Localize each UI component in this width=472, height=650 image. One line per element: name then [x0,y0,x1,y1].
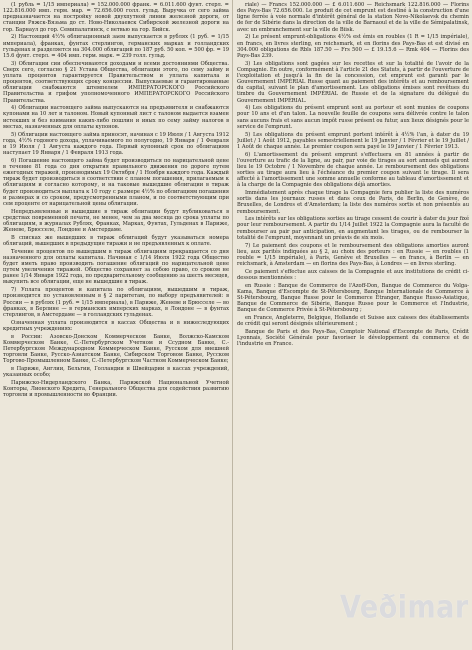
russian-paragraph: Парижско-Нидерландского Банка, Парижской Национальной Учетной Конторы, Лионского Кредита, Генерального Общества для содействия развитию торговли и промышленности во Франции. [3,379,229,399]
russian-paragraph: Означенная уплата производится в кассах Общества и в нижеследующих кредитных учреждениях: [3,319,229,332]
french-paragraph: 7) Le paiement des coupons et le remboursement des obligations amorties auront lieu, aux parités indiquées au § 2, au choix des porteurs : en Russie — en roubles (1 rouble = 1/15 impériale), à Paris, Genève et Bruxelles — en francs, à Berlin — en reichsmark, à Amsterdam — en florins des Pays-Bas, à Londres — en livres sterling. [237,242,469,267]
watermark-logo: Veðimar [340,589,469,626]
russian-text-column [3,2,229,646]
french-paragraph: Immédiatement après chaque tirage la Compagnie fera publier la liste des numéros sortis dans les journaux russes et dans ceux de Paris, de Berlin, de Genève, de Bruxelles, de Londres et d'Amsterdam; la liste des numéros sortis et non présentés au remboursement. [237,190,469,215]
russian-paragraph: 3) Облигации сии обеспечиваются доходами и всеми достояниями Общества. Сверх сего, согласно § 21 Устава Общества, облигации этого, по сему займу и уплата процентов гарантируется Правительством и уплата капитала и процентов, соответствующих сроку концессии. Выпускаемые и гарантированные облигации снабжаются штемпелем ИМПЕРАТОРСКОГО Российского Правительства и грифом уполномоченного ИМПЕРАТОРСКОГО Российского Правительства. [3,60,229,104]
russian-paragraph: 6) Погашение настоящего займа будет производиться по нарицательной цене в течение 81 года со дня открытия правильного движения по дороге путем ежегодных тиражей, производимых 19 Октября / 1 Ноября каждого года. Каждый тираж будет производиться в соответствии с планом погашения, прилагаемым к облигациям и согласно которому, и на таковые вышедшие облигации в тираж будет производиться выплата к 10 году с размере 4½% по облигациям погашения и размерах и со сроком, предусмотренными планом, и по соответствующим при сем проценте от нарицательной цены облигации. [3,157,229,207]
french-paragraph: Banque de Paris et des Pays-Bas, Comptoir National d'Escompte de Paris, Crédit Lyonnais, Société Générale pour favoriser le développement du commerce et de l'industrie en France. [237,328,469,348]
french-paragraph: en France, Angleterre, Belgique, Hollande et Suisse aux caisses des établissements de crédit qui seront désignés ultérieurement ; [237,315,469,328]
french-paragraph: riale) — Francs 152.000.000 — £ 6.011.600 — Reichsmark 122.816.000 — Florins des Pays-Bas 72.656.000. Le produit de cet emprunt est destiné à la construction d'une ligne ferrée à voie normale d'intérêt général de la station Novo-Nikolaevsk du chemin de fer de Sibérie dans la direction de la ville de Barnaoul et de la ville de Sémipalatinsk, avec un embranchement sur la ville de Biisk. [237,2,469,33]
french-paragraph: 5) Les obligations du présent emprunt portent intérêt à 4½% l'an, à dater du 19 Juillet / 1 Août 1912, payables semestriellement le 19 Janvier / 1 Février et le 19 Juillet / 1 Août de chaque année. Le premier coupon sera payé le 19 Janvier / 1 Février 1913. [237,131,469,150]
french-paragraph: 2) Le présent emprunt-obligations 4½% est émis en roubles (1 R = 1/15 impériale), en francs, en livres sterling, en reichsmark, et en florins des Pays-Bas et est divisé en 304.000 obligations de Rbls 187.50 — Frs 500 — £ 19.15.6 — Rmk 404 — Florins des Pays-Bas 239. [237,34,469,59]
russian-paragraph: (1 рубль = 1/15 империала) = 152.000.000 франк. = 6.011.600 фунт. стерл. = 122.816.000 имп. герм. мар. = 72.656.000 голл. гульд. Выручка от сего займа предназначается на постройку новой двухпутной линии железной дороги, от станции Ряжск-Вязьма до ст. Ново-Николаевск Сибирской железной дороги на гор. Барнаул до гор. Семипалатинск, с ветвью на гор. Бийск. [3,2,229,33]
russian-paragraph: 4) Облигации настоящего займа выпускаются на предъявителя и снабжаются купонами на 10 лет и талоном. Новый купонный лист с талоном выдается взамен истекших и без взимания каких-либо пошлин и иных по сему займу налогов в местах, назначенных для оплаты купонов. [3,105,229,130]
russian-paragraph: Течение процентов по вышедшим в тираж облигациям прекращается со дня назначенного для оплаты капитала. Начиная с 1/14 Июля 1922 года Общество будет иметь право производить погашение облигаций по нарицательной цене путем увеличения тиражей. Общество сохраняет за собою право, со сроком не ранее 1/14 Января 1922 года, по предварительному сообщению за шесть месяцев, выкупить все облигации, еще не вышедшие в тираж. [3,248,229,286]
french-paragraph: Ce paiement s'effectue aux caisses de la Compagnie et aux institutions de crédit ci-dessous mentionnées : [237,268,469,281]
russian-paragraph: 2) Настоящий 4½% облигационный заем выпускается в рублях (1 руб. = 1/15 империала), франках, фунтах стерлингов, германских марках и голландских гульденах и разделяется на 304.000 облигаций по 187 руб. 50 коп. = 500 фр. = 19 15.6 фунт. стерл. = 404 имп. герм. марк. = 239 голл. гульд. [3,34,229,59]
french-text-column [237,2,469,646]
russian-paragraph: 7) Уплата процентов и капитала по облигациям, вышедшим в тираж, производится по установленным в § 2 паритетам, по выбору предъявителей: в России — в рублях (1 руб. = 1/15 империала), в Париже, Женеве и Брюсселе — во франках, в Берлине — в германских имперских марках, в Лондоне — в фунтах стерлингов, в Амстердаме — в голландских гульденах. [3,287,229,318]
russian-paragraph: в Париже, Англии, Бельгии, Голландии и Швейцарии в кассах учреждений, указанных особо; [3,365,229,379]
french-paragraph: Les intérêts sur les obligations sorties au tirage cessent de courir à dater du jour fixé pour leur remboursement. A partir du 1/14 Juillet 1922 la Compagnie aura la faculté de rembourser au pair par anticipation, en augmentant les tirages, ou de rembourser la totalité de l'emprunt, moyennant un préavis de six mois. [237,216,469,241]
french-paragraph: en Russie : Banque de Commerce de l'Azoff-Don, Banque de Commerce du Volga-Kama, Banque d'Escompte de St-Pétersbourg, Banque Internationale de Commerce à St-Pétersbourg, Banque Russe pour le Commerce Étranger, Banque Russo-Asiatique, Banque de Commerce de Sibérie, Banque Russe pour le Commerce et l'Industrie, Banque de Commerce Privée à St-Pétersbourg ; [237,282,469,314]
russian-paragraph: 5) Облигации настоящего займа приносят, начиная с 19 Июля / 1 Августа 1912 года, 4½% годового дохода, уплачиваемого по полугодно, 19 Января / 1 Февраля и 19 Июля / 1 Августа каждого года. Первый купонный срок по облигациям наступает 19 Января / 1 Февраля 1913 года. [3,131,229,156]
russian-paragraph: Непредъявленные и вышедшие в тираж облигации будут публиковаться в средствах повременной печати, не менее, чем за два месяца до срока уплаты по облигациям, в журналах Рублях, Франках, Марках, Фунтах, Гульденах в Париже, Женеве, Брюсселе, Лондоне и Амстердаме. [3,208,229,234]
french-paragraph: 3) Les obligations sont gagées sur les recettes et sur la totalité de l'avoir de la Compagnie. En outre, conformément à l'article 21 des Statuts, à partir de l'ouverture de l'exploitation et jusqu'à la fin de la concession, cet emprunt est garanti par le Gouvernement IMPÉRIAL Russe quant au paiement des intérêts et au remboursement du capital, suivant le plan d'amortissement. Les obligations émises sont revêtues du timbre du Gouvernement IMPÉRIAL de Russie et de la signature du délégué du Gouvernement IMPÉRIAL. [237,60,469,104]
russian-paragraph: в России: Азовско-Донском Коммерческом Банке, Волжско-Камском Коммерческом Банке, С.-Петербургском Учетном и Ссудном Банке, С.-Петербургском Международном Коммерческом Банке, Русском для внешней торговли Банке, Русско-Азиатском Банке, Сибирском Торговом Банке, Русском Торгово-Промышленном Банке, С.-Петербургском Частном Коммерческом Банке; [3,333,229,365]
column-divider [232,0,233,650]
french-paragraph: 6) L'amortissement du présent emprunt s'effectuera en 81 années à partir de l'ouverture au trafic de la ligne, au pair, par voie de tirages au sort annuels qui auront lieu le 19 Octobre / 1 Novembre de chaque année. Le remboursement des obligations sorties au tirage aura lieu à l'échéance du premier coupon suivant le tirage. Il sera affecté à l'amortissement une somme annuelle conforme au tableau d'amortissement et à la charge de la Compagnie des obligations déjà amorties. [237,151,469,189]
russian-paragraph: В списках же вышедших в тираж облигаций будут указываться номера облигаций, вышедших в предыдущие тиражи и не предъявленных к оплате. [3,234,229,247]
french-paragraph: 4) Les obligations du présent emprunt sont au porteur et sont munies de coupons pour 10 ans et d'un talon. La nouvelle feuille de coupons sera délivrée contre le talon sans aucuns frais et sans aucun impôt russe présent ou futur, aux lieux désignés pour le service de l'emprunt. [237,105,469,130]
